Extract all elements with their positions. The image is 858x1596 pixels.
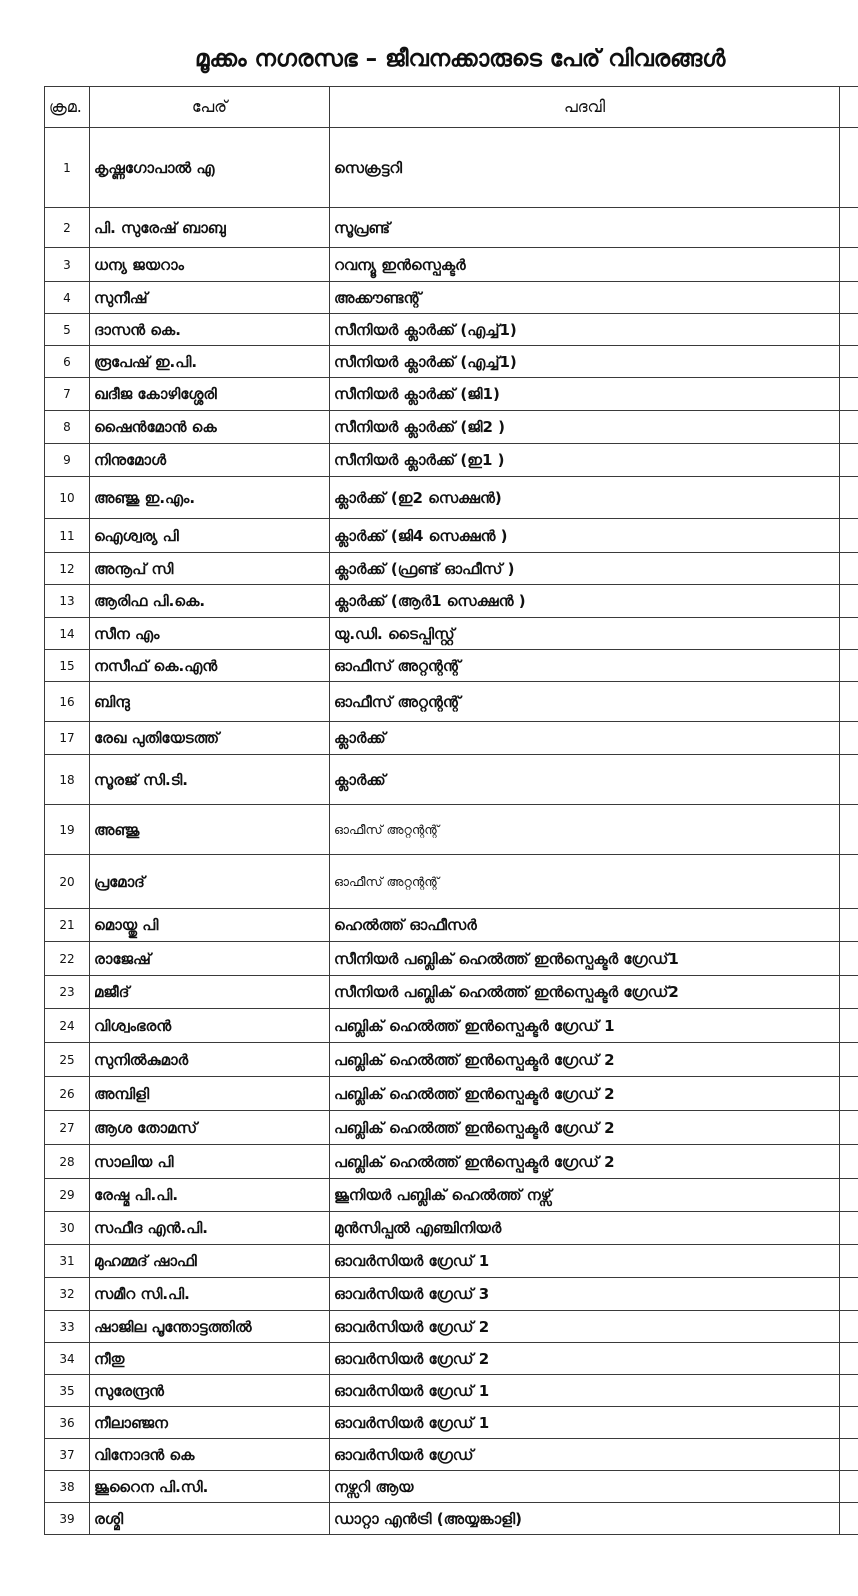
row-post: ക്ലാർക്ക് — [330, 722, 840, 755]
column-header-extra — [840, 87, 858, 128]
table-row — [45, 346, 858, 378]
row-post: അക്കൗണ്ടന്റ് — [330, 282, 840, 314]
row-serial: 24 — [45, 1009, 90, 1043]
row-extra-cell — [840, 1077, 858, 1111]
row-serial: 33 — [45, 1311, 90, 1343]
row-serial: 34 — [45, 1343, 90, 1375]
row-extra-cell — [840, 976, 858, 1009]
table-row — [45, 1311, 858, 1343]
row-post: ഓവർസിയർ ഗ്രേഡ് 1 — [330, 1407, 840, 1439]
row-extra-cell — [840, 1503, 858, 1535]
row-name: മജീദ് — [90, 976, 330, 1009]
row-post: നഴ്സറി ആയ — [330, 1471, 840, 1503]
row-name: അനൂപ് സി — [90, 553, 330, 585]
row-post: സീനിയർ ക്ലാർക്ക് (ഇ1 ) — [330, 444, 840, 477]
row-serial: 32 — [45, 1278, 90, 1311]
row-name: ഖദീജ കോഴിശ്ശേരി — [90, 378, 330, 411]
row-post: ക്ലാർക്ക് (ജി4 സെക്ഷൻ ) — [330, 519, 840, 553]
row-post: ക്ലാർക്ക് (ഫ്രണ്ട് ഓഫീസ് ) — [330, 553, 840, 585]
row-serial: 8 — [45, 411, 90, 444]
row-extra-cell — [840, 805, 858, 855]
row-post: റവന്യൂ ഇൻസ്പെക്ടർ — [330, 248, 840, 282]
row-post: ജൂനിയർ പബ്ലിക് ഹെൽത്ത് നഴ്സ് — [330, 1179, 840, 1212]
table-row — [45, 976, 858, 1009]
row-post: ഓവർസിയർ ഗ്രേഡ് — [330, 1439, 840, 1471]
table-row — [45, 314, 858, 346]
row-serial: 21 — [45, 909, 90, 942]
row-post: ഓവർസിയർ ഗ്രേഡ് 2 — [330, 1311, 840, 1343]
row-serial: 36 — [45, 1407, 90, 1439]
row-name: രേഖ പുതിയേടത്ത് — [90, 722, 330, 755]
row-serial: 29 — [45, 1179, 90, 1212]
row-extra-cell — [840, 1009, 858, 1043]
row-post: മുൻസിപ്പൽ എഞ്ചിനിയർ — [330, 1212, 840, 1245]
row-name: ഷാജില പൂന്തോട്ടത്തിൽ — [90, 1311, 330, 1343]
row-name: നീതു — [90, 1343, 330, 1375]
row-serial: 39 — [45, 1503, 90, 1535]
row-extra-cell — [840, 378, 858, 411]
table-row — [45, 477, 858, 519]
row-name: ധന്യ ജയറാം — [90, 248, 330, 282]
row-name: വിനോദൻ കെ — [90, 1439, 330, 1471]
table-row — [45, 1471, 858, 1503]
table-row — [45, 553, 858, 585]
row-extra-cell — [840, 1111, 858, 1145]
row-extra-cell — [840, 618, 858, 650]
row-serial: 20 — [45, 855, 90, 909]
row-serial: 22 — [45, 942, 90, 976]
row-serial: 5 — [45, 314, 90, 346]
row-extra-cell — [840, 553, 858, 585]
table-body — [45, 128, 858, 1535]
row-name: സൂരജ് സി.ടി. — [90, 755, 330, 805]
row-extra-cell — [840, 208, 858, 248]
row-name: സാലിയ പി — [90, 1145, 330, 1179]
table-row — [45, 444, 858, 477]
row-name: സുനിൽകുമാർ — [90, 1043, 330, 1077]
row-name: പ്രമോദ് — [90, 855, 330, 909]
table-row — [45, 411, 858, 444]
row-extra-cell — [840, 1179, 858, 1212]
table-row — [45, 650, 858, 682]
row-post: ഓഫീസ് അറ്റന്റന്റ് — [330, 855, 840, 909]
row-extra-cell — [840, 650, 858, 682]
row-post: സെക്രട്ടറി — [330, 128, 840, 208]
table-row — [45, 909, 858, 942]
table-row — [45, 208, 858, 248]
row-extra-cell — [840, 1043, 858, 1077]
row-serial: 38 — [45, 1471, 90, 1503]
row-name: രശ്മി — [90, 1503, 330, 1535]
table-row — [45, 1503, 858, 1535]
row-post: പബ്ലിക് ഹെൽത്ത് ഇൻസ്പെക്ടർ ഗ്രേഡ് 2 — [330, 1111, 840, 1145]
row-name: പി. സുരേഷ് ബാബു — [90, 208, 330, 248]
row-name: ബിന്ദു — [90, 682, 330, 722]
row-extra-cell — [840, 909, 858, 942]
row-post: ഓവർസിയർ ഗ്രേഡ് 2 — [330, 1343, 840, 1375]
row-post: സീനിയർ ക്ലാർക്ക് (എച്ച്1) — [330, 346, 840, 378]
row-serial: 23 — [45, 976, 90, 1009]
row-name: നിനുമോൾ — [90, 444, 330, 477]
row-serial: 18 — [45, 755, 90, 805]
row-extra-cell — [840, 1245, 858, 1278]
row-name: ഷൈൻമോൻ കെ — [90, 411, 330, 444]
row-extra-cell — [840, 282, 858, 314]
table-row — [45, 855, 858, 909]
row-post: ക്ലാർക്ക് (ആർ1 സെക്ഷൻ ) — [330, 585, 840, 618]
row-extra-cell — [840, 585, 858, 618]
row-post: പബ്ലിക് ഹെൽത്ത് ഇൻസ്പെക്ടർ ഗ്രേഡ് 2 — [330, 1145, 840, 1179]
row-extra-cell — [840, 755, 858, 805]
row-extra-cell — [840, 1311, 858, 1343]
row-extra-cell — [840, 314, 858, 346]
row-serial: 9 — [45, 444, 90, 477]
row-name: സമീറ സി.പി. — [90, 1278, 330, 1311]
row-extra-cell — [840, 1212, 858, 1245]
row-extra-cell — [840, 1343, 858, 1375]
row-name: രേഷ്മ പി.പി. — [90, 1179, 330, 1212]
table-row — [45, 1009, 858, 1043]
row-name: ദാസൻ കെ. — [90, 314, 330, 346]
row-serial: 31 — [45, 1245, 90, 1278]
row-extra-cell — [840, 519, 858, 553]
row-post: പബ്ലിക് ഹെൽത്ത് ഇൻസ്പെക്ടർ ഗ്രേഡ് 2 — [330, 1077, 840, 1111]
row-post: പബ്ലിക് ഹെൽത്ത് ഇൻസ്പെക്ടർ ഗ്രേഡ് 2 — [330, 1043, 840, 1077]
row-extra-cell — [840, 1407, 858, 1439]
column-header-name: പേര് — [90, 87, 330, 128]
row-extra-cell — [840, 1471, 858, 1503]
table-row — [45, 378, 858, 411]
table-row — [45, 1077, 858, 1111]
row-serial: 7 — [45, 378, 90, 411]
column-header-serial: ക്രമ. — [45, 87, 90, 128]
row-extra-cell — [840, 722, 858, 755]
table-row — [45, 128, 858, 208]
table-row — [45, 248, 858, 282]
row-post: ഓഫീസ് അറ്റന്റന്റ് — [330, 805, 840, 855]
row-extra-cell — [840, 1278, 858, 1311]
row-serial: 2 — [45, 208, 90, 248]
row-serial: 30 — [45, 1212, 90, 1245]
row-extra-cell — [840, 942, 858, 976]
row-serial: 25 — [45, 1043, 90, 1077]
row-serial: 1 — [45, 128, 90, 208]
row-serial: 15 — [45, 650, 90, 682]
table-row — [45, 618, 858, 650]
table-header-row — [45, 87, 858, 128]
row-extra-cell — [840, 346, 858, 378]
row-name: വിശ്വംഭരൻ — [90, 1009, 330, 1043]
row-serial: 16 — [45, 682, 90, 722]
row-extra-cell — [840, 1375, 858, 1407]
row-post: സീനിയർ ക്ലാർക്ക് (എച്ച്1) — [330, 314, 840, 346]
table-row — [45, 1043, 858, 1077]
row-extra-cell — [840, 128, 858, 208]
row-name: സുരേന്ദ്രൻ — [90, 1375, 330, 1407]
table-row — [45, 682, 858, 722]
row-post: ഓവർസിയർ ഗ്രേഡ് 3 — [330, 1278, 840, 1311]
row-post: ഡാറ്റാ എൻട്രി (അയ്യങ്കാളി) — [330, 1503, 840, 1535]
table-row — [45, 585, 858, 618]
row-post: സീനിയർ പബ്ലിക് ഹെൽത്ത് ഇൻസ്പെക്ടർ ഗ്രേഡ്1 — [330, 942, 840, 976]
row-name: ആശ തോമസ് — [90, 1111, 330, 1145]
row-name: ഐശ്വര്യ പി — [90, 519, 330, 553]
row-post: ക്ലാർക്ക് — [330, 755, 840, 805]
row-post: ഓവർസിയർ ഗ്രേഡ് 1 — [330, 1245, 840, 1278]
table-row — [45, 1375, 858, 1407]
table-row — [45, 1212, 858, 1245]
table-row — [45, 1439, 858, 1471]
row-name: നീലാഞ്ജന — [90, 1407, 330, 1439]
row-serial: 12 — [45, 553, 90, 585]
row-name: അഞ്ജു ഇ.എം. — [90, 477, 330, 519]
row-serial: 14 — [45, 618, 90, 650]
table-row — [45, 755, 858, 805]
row-extra-cell — [840, 1439, 858, 1471]
table-row — [45, 1111, 858, 1145]
table-row — [45, 1407, 858, 1439]
table-row — [45, 1145, 858, 1179]
row-post: സീനിയർ ക്ലാർക്ക് (ജി1) — [330, 378, 840, 411]
row-post: സൂപ്രണ്ട് — [330, 208, 840, 248]
row-name: സീന എം — [90, 618, 330, 650]
row-name: ആരിഫ പി.കെ. — [90, 585, 330, 618]
row-extra-cell — [840, 855, 858, 909]
column-header-post: പദവി — [330, 87, 840, 128]
table-row — [45, 1278, 858, 1311]
row-serial: 35 — [45, 1375, 90, 1407]
staff-table — [44, 86, 858, 1535]
table-row — [45, 805, 858, 855]
row-extra-cell — [840, 477, 858, 519]
staff-table-grid — [44, 86, 858, 1535]
table-row — [45, 1179, 858, 1212]
row-serial: 6 — [45, 346, 90, 378]
table-row — [45, 942, 858, 976]
row-serial: 28 — [45, 1145, 90, 1179]
row-name: അഞ്ജു — [90, 805, 330, 855]
row-serial: 19 — [45, 805, 90, 855]
row-name: സുനീഷ് — [90, 282, 330, 314]
row-post: ക്ലാർക്ക് (ഇ2 സെക്ഷൻ) — [330, 477, 840, 519]
row-serial: 3 — [45, 248, 90, 282]
row-extra-cell — [840, 1145, 858, 1179]
row-extra-cell — [840, 682, 858, 722]
row-name: മൊയ്തു പി — [90, 909, 330, 942]
table-row — [45, 1245, 858, 1278]
row-name: അമ്പിളി — [90, 1077, 330, 1111]
table-row — [45, 722, 858, 755]
row-name: രൂപേഷ് ഇ.പി. — [90, 346, 330, 378]
row-serial: 10 — [45, 477, 90, 519]
row-extra-cell — [840, 411, 858, 444]
table-row — [45, 1343, 858, 1375]
row-post: ഓഫീസ് അറ്റന്റന്റ് — [330, 682, 840, 722]
table-row — [45, 519, 858, 553]
row-name: ജൂറൈന പി.സി. — [90, 1471, 330, 1503]
row-serial: 11 — [45, 519, 90, 553]
row-serial: 37 — [45, 1439, 90, 1471]
row-post: സീനിയർ ക്ലാർക്ക് (ജി2 ) — [330, 411, 840, 444]
row-name: നസീഫ് കെ.എൻ — [90, 650, 330, 682]
row-serial: 17 — [45, 722, 90, 755]
row-serial: 4 — [45, 282, 90, 314]
row-extra-cell — [840, 248, 858, 282]
row-post: ഓവർസിയർ ഗ്രേഡ് 1 — [330, 1375, 840, 1407]
row-serial: 26 — [45, 1077, 90, 1111]
row-post: ഓഫീസ് അറ്റന്റന്റ് — [330, 650, 840, 682]
row-serial: 27 — [45, 1111, 90, 1145]
table-row — [45, 282, 858, 314]
row-post: സീനിയർ പബ്ലിക് ഹെൽത്ത് ഇൻസ്പെക്ടർ ഗ്രേഡ്2 — [330, 976, 840, 1009]
row-name: രാജേഷ് — [90, 942, 330, 976]
row-post: പബ്ലിക് ഹെൽത്ത് ഇൻസ്പെക്ടർ ഗ്രേഡ് 1 — [330, 1009, 840, 1043]
row-name: മുഹമ്മദ് ഷാഫി — [90, 1245, 330, 1278]
row-post: ഹെൽത്ത് ഓഫീസർ — [330, 909, 840, 942]
row-extra-cell — [840, 444, 858, 477]
row-serial: 13 — [45, 585, 90, 618]
row-post: യു.ഡി. ടൈപ്പിസ്റ്റ് — [330, 618, 840, 650]
page-title: മൂക്കം നഗരസഭ – ജീവനക്കാരുടെ പേര് വിവരങ്ങൾ — [195, 46, 726, 72]
row-name: കൃഷ്ണഗോപാൽ എ — [90, 128, 330, 208]
row-name: സഫീദ എൻ.പി. — [90, 1212, 330, 1245]
